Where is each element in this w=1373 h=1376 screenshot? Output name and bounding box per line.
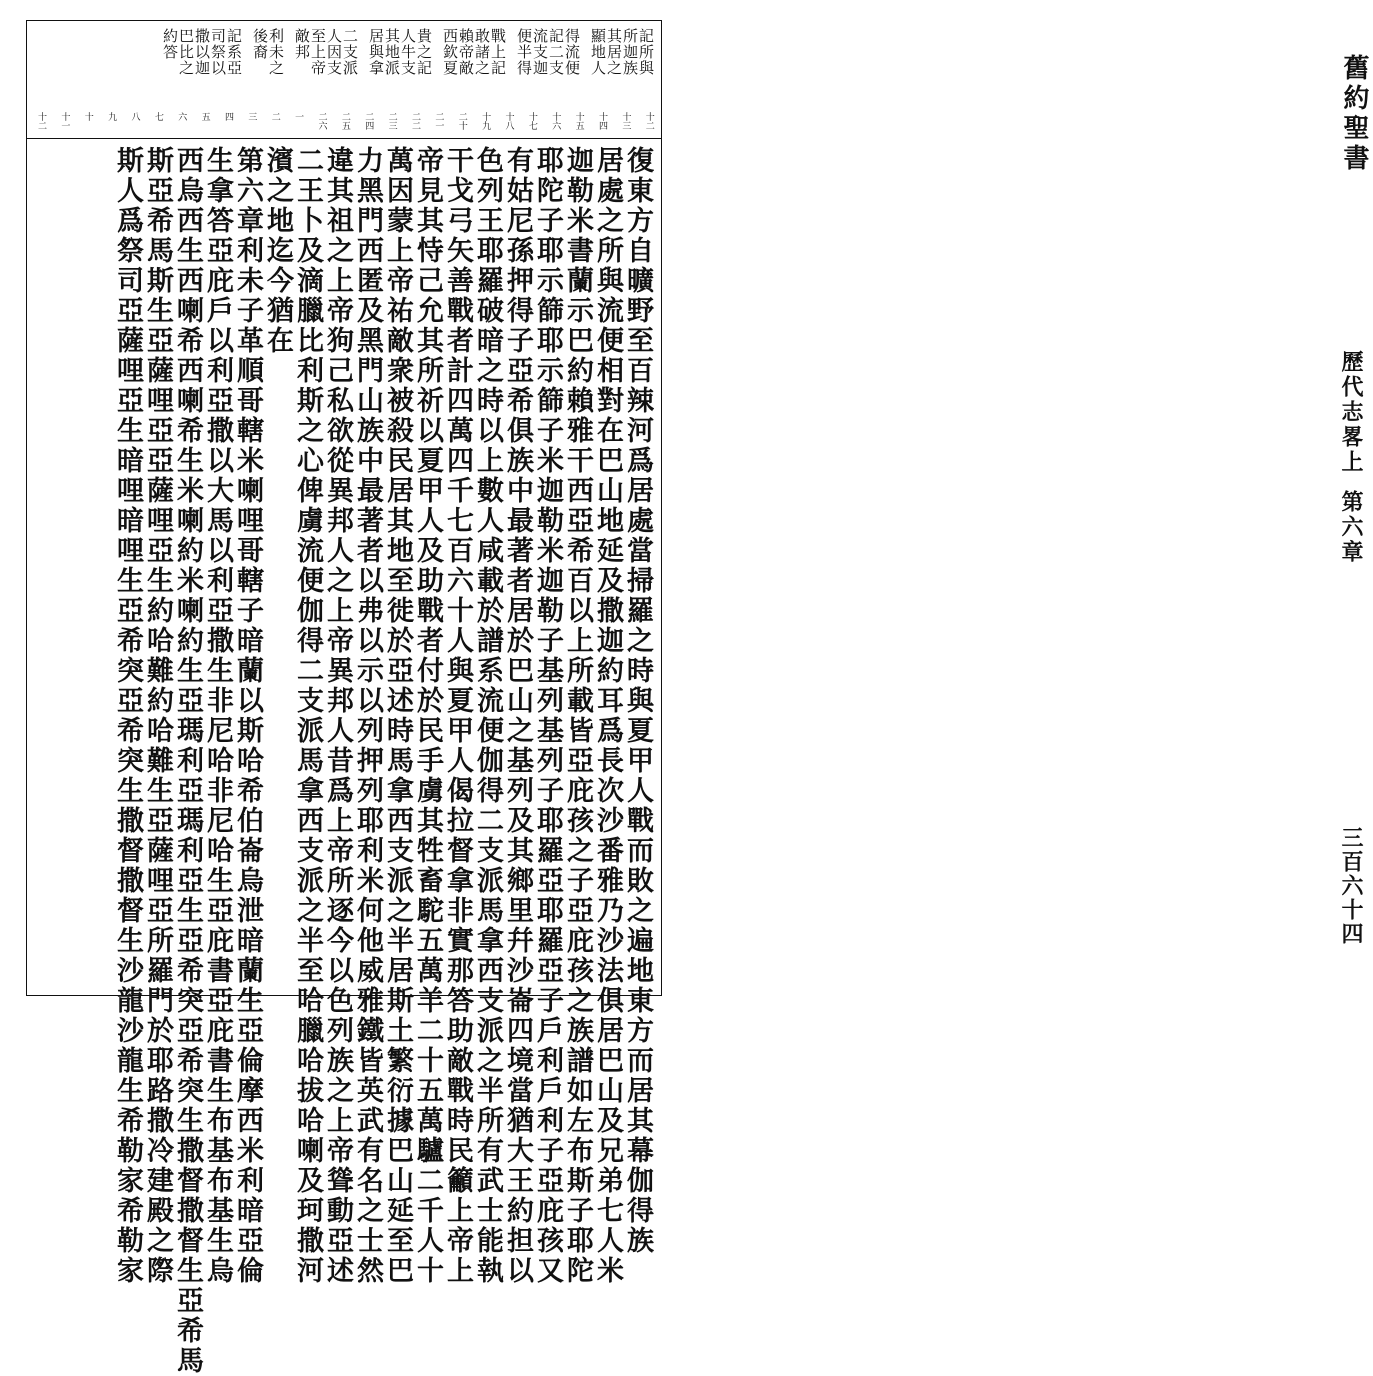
text-column: 復東方自曠野至百辣河爲居處當掃羅之時與夏甲人戰而敗之遍地東方而居其幕伽得族 <box>622 146 653 1256</box>
text-column: 斯亞希馬斯生亞薩哩亞亞薩哩亞生約哈難約哈難生亞薩哩亞所羅門於耶路撒冷建殿之際 <box>142 146 173 1286</box>
verse-ref: 十 <box>82 112 93 121</box>
note: 記系亞 司祭以 撒以迦 巴比之 約答 <box>161 28 243 76</box>
text-column: 西烏西生西喇希西喇希生米喇約米喇約生亞瑪利亞瑪利亞生亞希突亞希突生撒督撒督生亞希馬 <box>172 146 203 1376</box>
note: 利未之 後裔 <box>251 28 285 76</box>
text-column: 力黑門西匿及黑門山族中最著者以弗以示以列押列耶利米何他威雅鐵皆英武有名之士然 <box>352 146 383 1286</box>
text-column: 帝見其恃己允其所祈以夏甲人及助戰者付於民手虜其牲畜駝五萬羊二十五萬驢二千人十 <box>412 146 443 1286</box>
text-column: 二王卜及滴臘比利斯之心俾虜流便伽得二支派馬拿西支派之半至哈臘哈拔哈喇及珂撒河 <box>292 146 323 1286</box>
text-column: 居處之所與流便相對在巴山地延及撒迦約耳爲長次沙番雅乃沙法俱居巴山及兄弟七人米 <box>592 146 623 1286</box>
verse-ref: 十九 <box>480 112 491 130</box>
verse-ref: 二三 <box>386 112 397 130</box>
text-column: 耶陀子耶示篩耶示篩子米迦勒米迦勒子基列基列子耶羅亞耶羅亞子戶利戶利子亞庇孩又 <box>532 146 563 1286</box>
verse-ref: 二一 <box>433 112 444 130</box>
verse-ref: 十四 <box>597 112 607 130</box>
text-column: 干戈弓矢善戰者計四萬四千七百六十人與夏甲人偈拉督拿非實那答助敵戰時民籲上帝上 <box>442 146 473 1286</box>
verse-ref: 二五 <box>339 112 350 130</box>
note: 貴之記 人牛支 其地派 居與拿 <box>367 28 433 76</box>
verse-ref: 九 <box>106 112 117 121</box>
text-column: 萬因蒙上帝祐敵衆被殺民居其地至徙於亞述時馬拿西支派之半居斯土繁衍據巴山延至巴 <box>382 146 413 1286</box>
verse-ref: 三 <box>246 112 257 121</box>
verse-ref: 五 <box>199 112 210 121</box>
verse-ref: 十二 <box>643 112 654 130</box>
verse-ref: 七 <box>152 112 163 121</box>
verse-ref: 四 <box>223 112 233 121</box>
verse-ref: 十三 <box>620 112 631 130</box>
book-title: 舊約聖書 <box>1339 54 1369 174</box>
marginal-notes <box>36 28 654 112</box>
verse-reference-row <box>36 112 654 138</box>
note: 記所與 所迦族 其居之 顯地人 <box>589 28 655 76</box>
chapter-title: 第六章 <box>1338 490 1364 565</box>
text-column: 第六章利未子革順哥轄米喇哩哥轄子暗蘭以斯哈希伯崙烏泄暗蘭生亞倫摩西米利暗亞倫 <box>232 146 263 1286</box>
verse-ref: 六 <box>176 112 187 121</box>
verse-ref: 八 <box>129 112 140 121</box>
verse-ref: 二二 <box>410 112 420 130</box>
verse-ref: 二六 <box>316 112 327 130</box>
main-text <box>36 146 653 1376</box>
verse-ref: 一 <box>293 112 304 121</box>
part-title: 歷代志畧上 <box>1338 350 1364 475</box>
text-column: 濱之地迄今猶在 <box>262 146 293 356</box>
verse-ref: 二 <box>269 112 280 121</box>
text-column: 生拿答亞庇戶以利亞撒以大馬以利亞撒生非尼哈非尼哈生亞庇書亞庇書生布基布基生烏 <box>202 146 233 1286</box>
text-column: 迦勒米書蘭示巴約賴雅干西亞希百以上所載皆亞庇孩之子亞庇孩之族譜如左布斯子耶陀 <box>562 146 593 1286</box>
note: 戰上記 敢諸之 賴帝敵 西欽夏 <box>441 28 507 76</box>
verse-ref: 十五 <box>573 112 584 130</box>
verse-ref: 二四 <box>363 112 374 130</box>
note: 二支派 人因支 至上帝 敵邦 <box>293 28 359 76</box>
running-header <box>662 20 1369 996</box>
verse-ref: 十七 <box>526 112 537 130</box>
text-column: 違其祖之上帝狗己私欲從異邦人之上帝異邦人昔爲上帝所逐今以色列族之上帝聳動亞述 <box>322 146 353 1286</box>
verse-ref: 十一 <box>59 112 70 130</box>
note: 得流便 記二支 流支迦 便半得 <box>515 28 581 76</box>
text-column: 斯人爲祭司亞薩哩亞生暗哩暗哩生亞希突亞希突生撒督撒督生沙龍沙龍生希勒家希勒家 <box>112 146 143 1286</box>
verse-ref: 十八 <box>503 112 514 130</box>
verse-ref: 十六 <box>550 112 561 130</box>
verse-ref: 二十 <box>456 112 467 130</box>
verse-ref: 十二 <box>36 112 46 130</box>
page-number: 三百六十四 <box>1338 826 1364 946</box>
text-column: 色列王耶羅破暗之時以上數人咸載於譜系流便伽得二支派馬拿西支派之半所有武士能執 <box>472 146 503 1286</box>
text-column: 有姑尼孫押得子亞希俱族中最著者居於巴山之基列及其鄉里幷沙崙四境當猶大王約担以 <box>502 146 533 1286</box>
